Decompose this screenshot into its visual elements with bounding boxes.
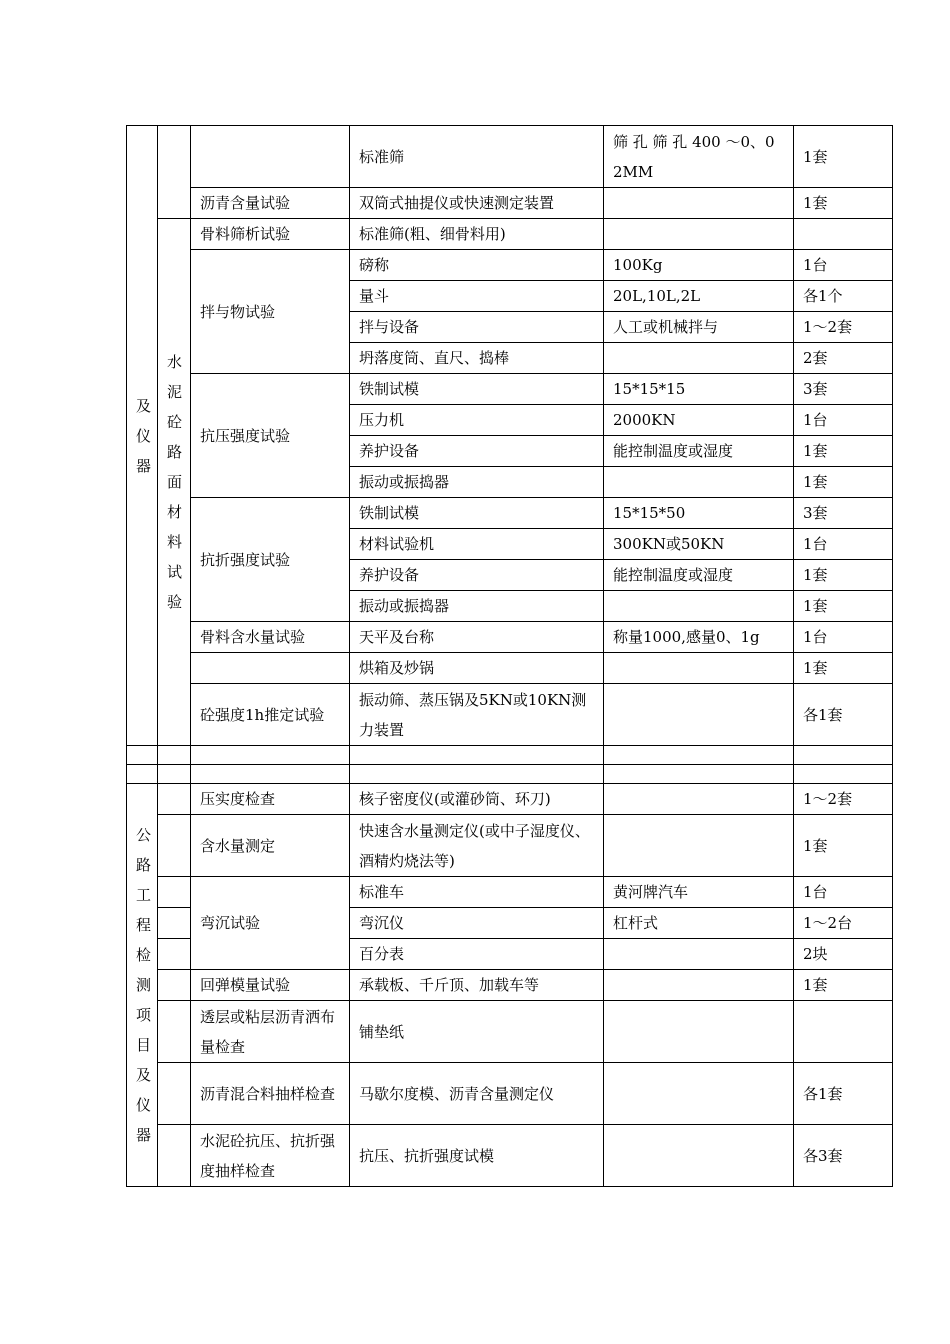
- qty-cell: 1台: [794, 622, 893, 653]
- test-cell: 骨料含水量试验: [191, 622, 350, 653]
- subcategory-char: 路: [167, 443, 183, 461]
- table-row: [127, 374, 893, 405]
- qty-cell: 1台: [794, 529, 893, 560]
- table-row: [127, 1001, 893, 1063]
- subcategory-char: 砼: [167, 413, 183, 431]
- qty-cell: 1台: [794, 877, 893, 908]
- category-char: 工: [136, 886, 152, 904]
- qty-cell: 1套: [794, 970, 893, 1001]
- instrument-cell: 量斗: [350, 281, 604, 312]
- category-char: 仪: [136, 426, 152, 445]
- table-row: [127, 1125, 893, 1187]
- instrument-cell: 马歇尔度模、沥青含量测定仪: [350, 1063, 604, 1125]
- spec-cell: [604, 653, 794, 684]
- spec-cell: [604, 467, 794, 498]
- instrument-cell: 百分表: [350, 939, 604, 970]
- spec-cell: [604, 1001, 794, 1063]
- qty-cell: 1套: [794, 436, 893, 467]
- qty-cell: 1台: [794, 250, 893, 281]
- category-cell: [127, 126, 158, 746]
- instrument-cell: 材料试验机: [350, 529, 604, 560]
- subcategory-char: 材: [167, 503, 183, 521]
- subcategory-cell: [158, 1063, 191, 1125]
- test-cell: 骨料筛析试验: [191, 219, 350, 250]
- instrument-cell: 养护设备: [350, 560, 604, 591]
- equipment-table: [126, 125, 893, 1187]
- subcategory-cell: [158, 1001, 191, 1063]
- test-cell: 弯沉试验: [191, 877, 350, 970]
- instrument-cell: 压力机: [350, 405, 604, 436]
- category-char: 测: [136, 976, 152, 994]
- spec-cell: [604, 219, 794, 250]
- instrument-cell: 拌与设备: [350, 312, 604, 343]
- subcategory-cell: [158, 877, 191, 908]
- table-row: [127, 815, 893, 877]
- qty-cell: 2块: [794, 939, 893, 970]
- test-cell: 沥青混合料抽样检查: [191, 1063, 350, 1125]
- instrument-cell: 振动或振捣器: [350, 467, 604, 498]
- subcategory-char: 试: [167, 563, 183, 581]
- qty-cell: 2套: [794, 343, 893, 374]
- instrument-cell: 抗压、抗折强度试模: [350, 1125, 604, 1187]
- qty-cell: 1套: [794, 126, 893, 188]
- spec-cell: [604, 1063, 794, 1125]
- instrument-cell: 磅称: [350, 250, 604, 281]
- test-cell: 含水量测定: [191, 815, 350, 877]
- category-char: 器: [136, 456, 152, 475]
- spec-cell: 称量1000,感量0、1g: [604, 622, 794, 653]
- empty-row: [127, 746, 893, 765]
- instrument-cell: 快速含水量测定仪(或中子湿度仪、酒精灼烧法等): [350, 815, 604, 877]
- spec-cell: 杠杆式: [604, 908, 794, 939]
- subcategory-cell: [158, 219, 191, 746]
- table-row: [127, 622, 893, 653]
- qty-cell: 1～2套: [794, 312, 893, 343]
- spec-cell: 100Kg: [604, 250, 794, 281]
- subcategory-char: 验: [167, 593, 183, 611]
- category-char: 及: [136, 396, 152, 415]
- subcategory-char: 水: [167, 353, 183, 371]
- table-row: [127, 126, 893, 188]
- test-cell: 抗折强度试验: [191, 498, 350, 622]
- category-char: 项: [136, 1006, 152, 1024]
- category-char: 路: [136, 856, 152, 874]
- qty-cell: [794, 1001, 893, 1063]
- qty-cell: 3套: [794, 374, 893, 405]
- test-cell: 拌与物试验: [191, 250, 350, 374]
- subcategory-cell: [158, 939, 191, 970]
- category-char: 目: [136, 1036, 152, 1054]
- test-cell: [191, 126, 350, 188]
- spec-cell: [604, 970, 794, 1001]
- table-row: [127, 498, 893, 529]
- category-char: 程: [136, 916, 152, 934]
- qty-cell: 1套: [794, 188, 893, 219]
- table-row: [127, 684, 893, 746]
- test-cell: [191, 653, 350, 684]
- spec-cell: 300KN或50KN: [604, 529, 794, 560]
- spec-cell: 筛 孔 筛 孔 400 ～0、02MM: [604, 126, 794, 188]
- subcategory-cell: [158, 815, 191, 877]
- test-cell: 沥青含量试验: [191, 188, 350, 219]
- instrument-cell: 振动筛、蒸压锅及5KN或10KN测力装置: [350, 684, 604, 746]
- spec-cell: [604, 343, 794, 374]
- test-cell: 压实度检查: [191, 784, 350, 815]
- table-row: [127, 250, 893, 281]
- instrument-cell: 天平及台称: [350, 622, 604, 653]
- test-cell: 水泥砼抗压、抗折强度抽样检查: [191, 1125, 350, 1187]
- qty-cell: [794, 219, 893, 250]
- empty-row: [127, 765, 893, 784]
- spec-cell: [604, 815, 794, 877]
- qty-cell: 1～2套: [794, 784, 893, 815]
- qty-cell: 3套: [794, 498, 893, 529]
- table-row: [127, 784, 893, 815]
- qty-cell: 1套: [794, 560, 893, 591]
- spec-cell: 2000KN: [604, 405, 794, 436]
- test-cell: 透层或粘层沥青洒布量检查: [191, 1001, 350, 1063]
- subcategory-char: 泥: [167, 383, 183, 401]
- table-row: [127, 219, 893, 250]
- qty-cell: 各1套: [794, 1063, 893, 1125]
- category-char: 及: [136, 1066, 152, 1084]
- qty-cell: 各1套: [794, 684, 893, 746]
- category-char: 公: [136, 826, 152, 844]
- table-row: [127, 188, 893, 219]
- table-row: [127, 1063, 893, 1125]
- spec-cell: 20L,10L,2L: [604, 281, 794, 312]
- instrument-cell: 振动或振捣器: [350, 591, 604, 622]
- test-cell: 抗压强度试验: [191, 374, 350, 498]
- instrument-cell: 坍落度筒、直尺、捣棒: [350, 343, 604, 374]
- qty-cell: 各3套: [794, 1125, 893, 1187]
- qty-cell: 1套: [794, 815, 893, 877]
- table-row: [127, 653, 893, 684]
- category-cell: [127, 784, 158, 1187]
- subcategory-cell: [158, 784, 191, 815]
- subcategory-cell: [158, 908, 191, 939]
- instrument-cell: 标准筛: [350, 126, 604, 188]
- category-char: 器: [136, 1126, 152, 1144]
- spec-cell: [604, 939, 794, 970]
- instrument-cell: 铺垫纸: [350, 1001, 604, 1063]
- spec-cell: 能控制温度或湿度: [604, 560, 794, 591]
- spec-cell: [604, 188, 794, 219]
- spec-cell: 黄河牌汽车: [604, 877, 794, 908]
- spec-cell: [604, 784, 794, 815]
- category-char: 检: [136, 946, 152, 964]
- instrument-cell: 铁制试模: [350, 374, 604, 405]
- spec-cell: 15*15*15: [604, 374, 794, 405]
- test-cell: 回弹模量试验: [191, 970, 350, 1001]
- instrument-cell: 弯沉仪: [350, 908, 604, 939]
- qty-cell: 1套: [794, 653, 893, 684]
- spec-cell: [604, 1125, 794, 1187]
- instrument-cell: 核子密度仪(或灌砂筒、环刀): [350, 784, 604, 815]
- qty-cell: 1套: [794, 467, 893, 498]
- table-row: [127, 877, 893, 908]
- subcategory-cell: [158, 126, 191, 219]
- instrument-cell: 标准车: [350, 877, 604, 908]
- subcategory-char: 面: [167, 473, 183, 491]
- instrument-cell: 双筒式抽提仪或快速测定装置: [350, 188, 604, 219]
- qty-cell: 1～2台: [794, 908, 893, 939]
- subcategory-char: 料: [167, 533, 183, 551]
- instrument-cell: 标准筛(粗、细骨料用): [350, 219, 604, 250]
- spec-cell: 15*15*50: [604, 498, 794, 529]
- instrument-cell: 铁制试模: [350, 498, 604, 529]
- category-char: 仪: [136, 1096, 152, 1114]
- table-row: [127, 970, 893, 1001]
- subcategory-cell: [158, 970, 191, 1001]
- spec-cell: [604, 591, 794, 622]
- instrument-cell: 承载板、千斤顶、加载车等: [350, 970, 604, 1001]
- qty-cell: 1台: [794, 405, 893, 436]
- instrument-cell: 养护设备: [350, 436, 604, 467]
- spec-cell: 人工或机械拌与: [604, 312, 794, 343]
- qty-cell: 各1个: [794, 281, 893, 312]
- spec-cell: [604, 684, 794, 746]
- spec-cell: 能控制温度或湿度: [604, 436, 794, 467]
- qty-cell: 1套: [794, 591, 893, 622]
- instrument-cell: 烘箱及炒锅: [350, 653, 604, 684]
- test-cell: 砼强度1h推定试验: [191, 684, 350, 746]
- subcategory-cell: [158, 1125, 191, 1187]
